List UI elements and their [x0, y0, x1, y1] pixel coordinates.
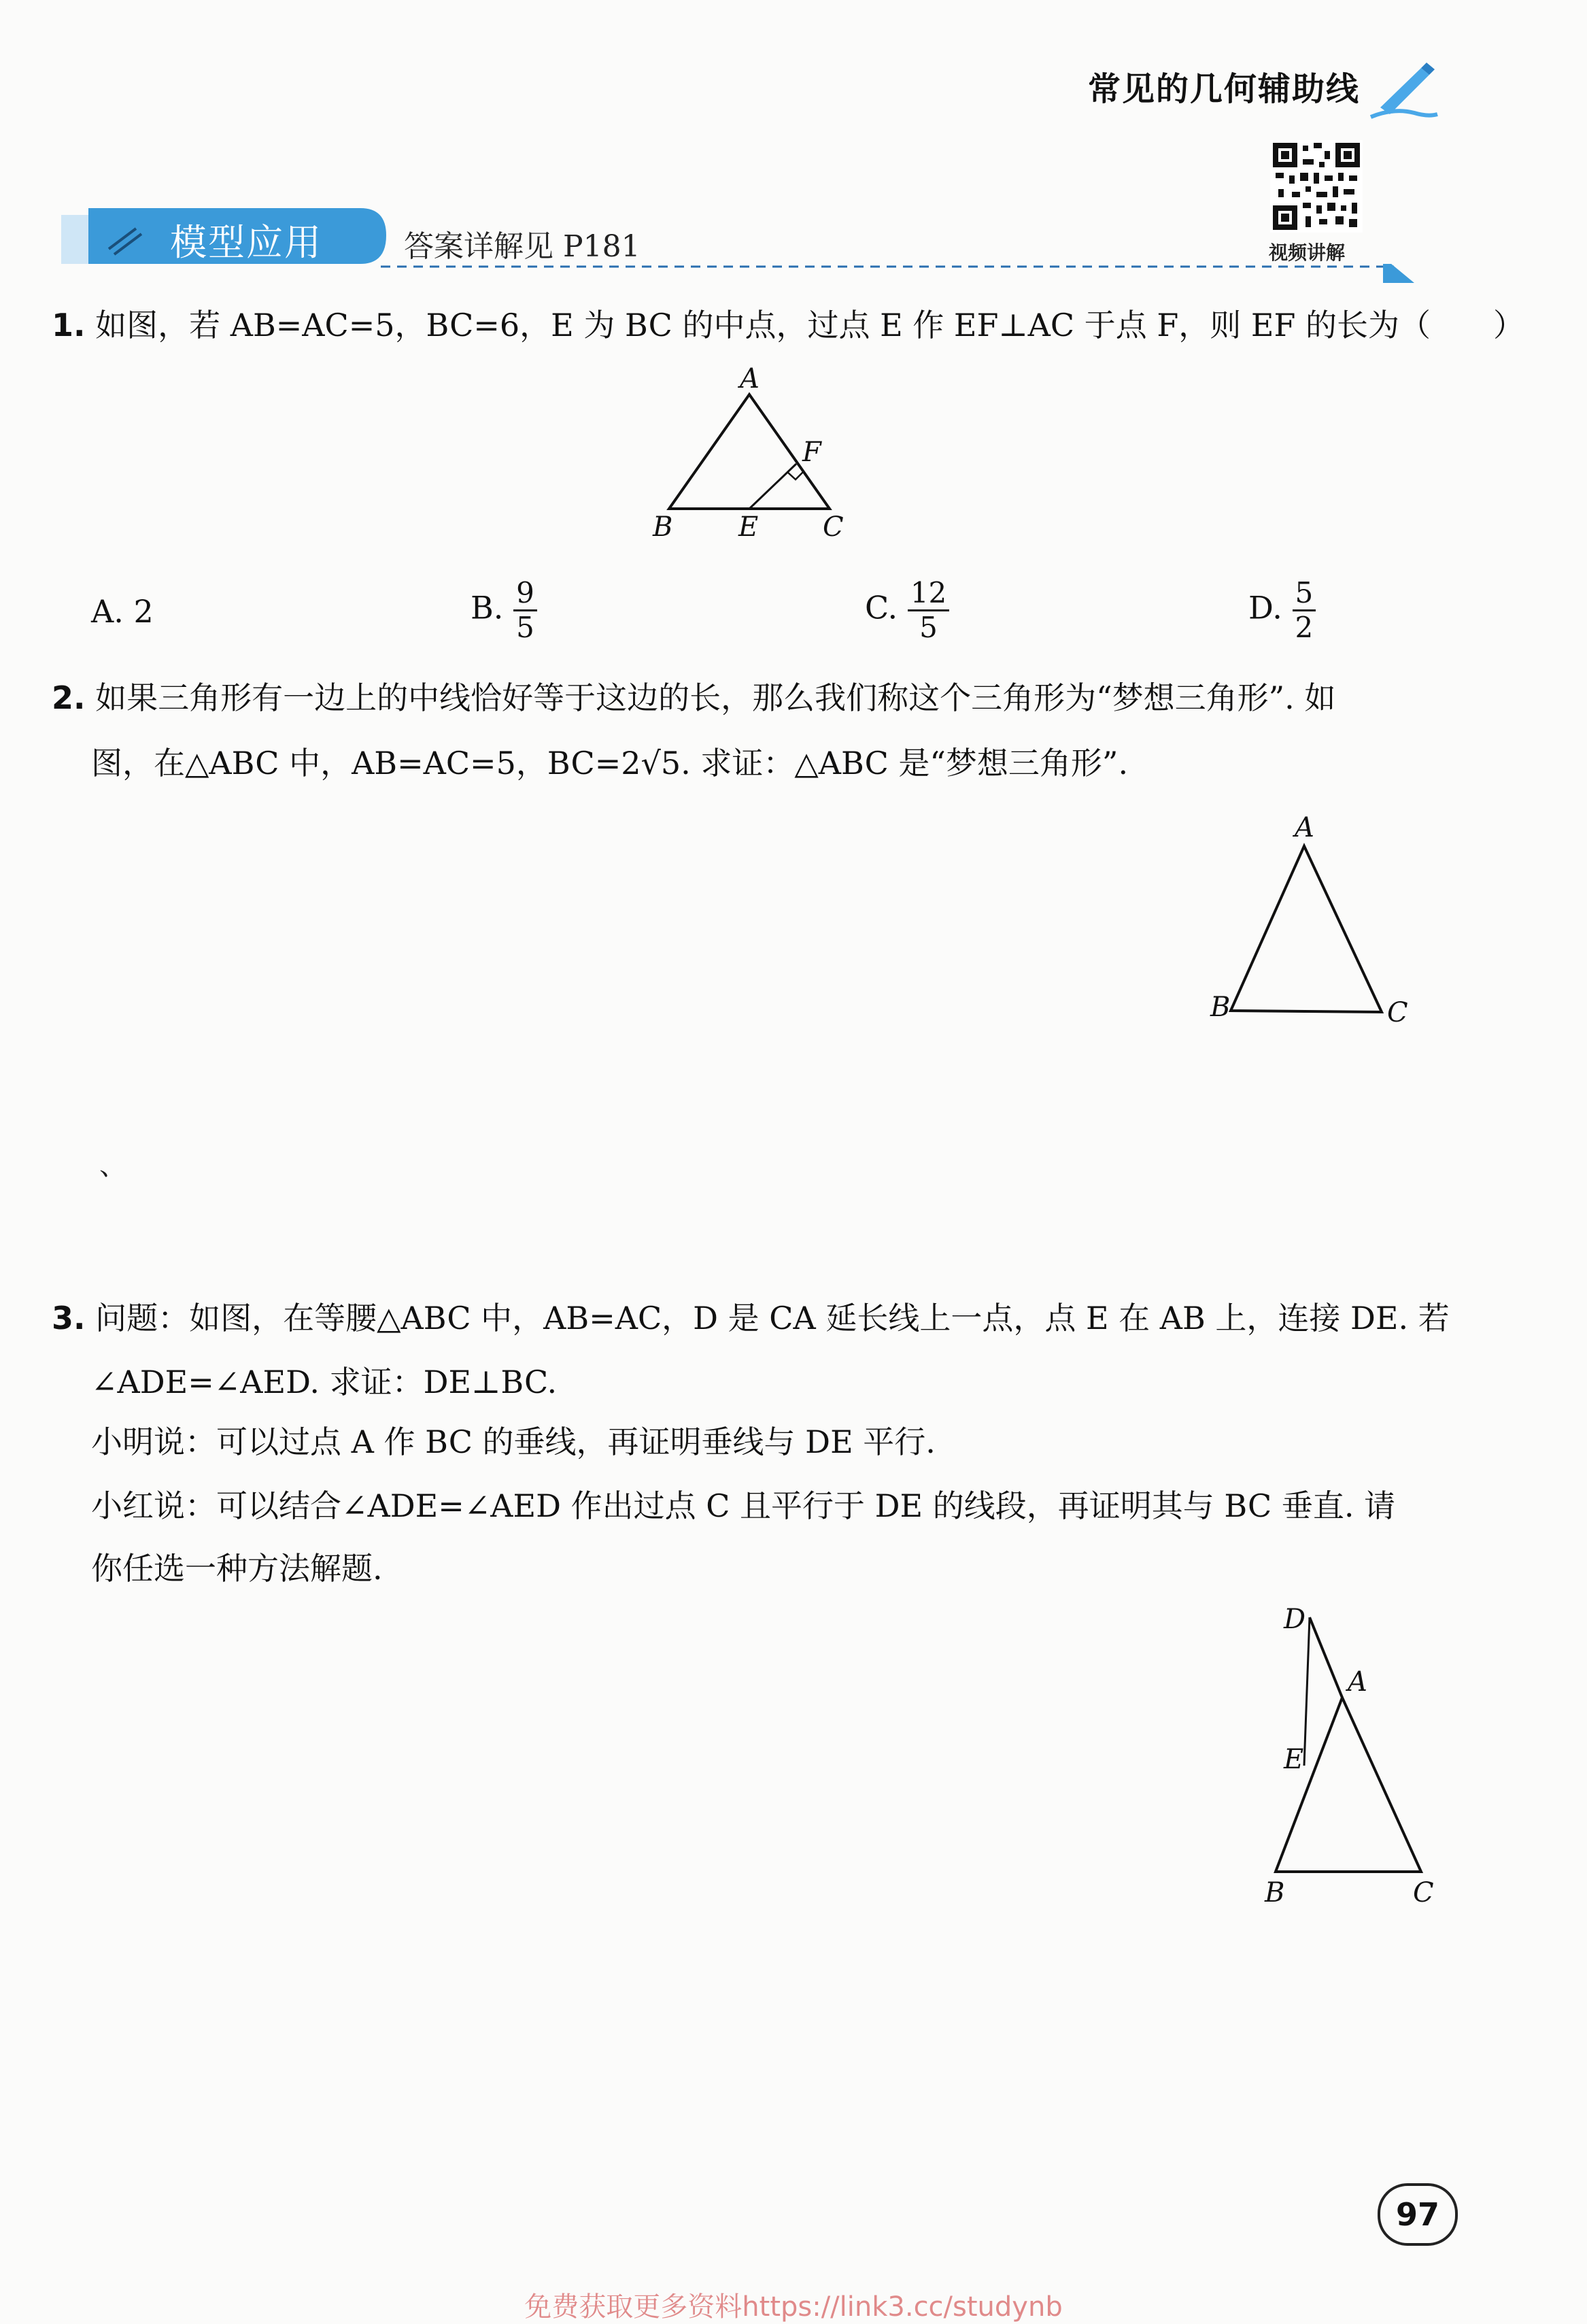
option-a-value: 2 — [133, 593, 154, 630]
option-c-numerator: 12 — [908, 577, 949, 611]
question-number: 3. — [52, 1300, 86, 1336]
option-b-numerator: 9 — [513, 577, 537, 611]
label-B: B — [1210, 992, 1231, 1023]
option-d-numerator: 5 — [1293, 577, 1316, 611]
option-b[interactable] — [471, 577, 537, 644]
q3-triangle-figure — [1258, 1598, 1455, 1911]
label-A: A — [740, 363, 760, 394]
answer-reference: 答案详解见 P181 — [404, 229, 641, 264]
label-C: C — [1387, 997, 1408, 1028]
label-D: D — [1284, 1604, 1306, 1635]
question-3-line-2: ∠ADE=∠AED. 求证：DE⊥BC. — [91, 1364, 558, 1400]
option-d-denominator: 2 — [1295, 611, 1314, 644]
watermark-text: 免费获取更多资料https://link3.cc/studynb — [524, 2291, 1063, 2323]
question-text-line-1: 如果三角形有一边上的中线恰好等于这边的长，那么我们称这个三角形为“梦想三角形”. 如 — [95, 679, 1336, 716]
q1-triangle-figure — [632, 360, 857, 551]
label-E: E — [1284, 1744, 1304, 1775]
question-1 — [52, 291, 1524, 359]
label-A: A — [1295, 812, 1314, 843]
label-B: B — [653, 511, 673, 543]
option-b-prefix: B. — [471, 589, 504, 626]
label-A: A — [1348, 1666, 1367, 1698]
question-3-line-4: 小红说：可以结合∠ADE=∠AED 作出过点 C 且平行于 DE 的线段，再证明其与 BC 垂直. 请 — [91, 1487, 1396, 1524]
question-3-line-5: 你任选一种方法解题. — [91, 1550, 383, 1587]
option-c-fraction — [908, 577, 949, 644]
option-a[interactable] — [91, 593, 154, 630]
option-d[interactable] — [1248, 577, 1316, 644]
question-2 — [52, 664, 1335, 732]
label-F: F — [802, 437, 821, 468]
option-c[interactable] — [865, 577, 949, 644]
option-c-denominator: 5 — [919, 611, 938, 644]
option-b-denominator: 5 — [516, 611, 534, 644]
question-number: 1. — [52, 307, 86, 343]
label-B: B — [1265, 1877, 1285, 1908]
page-number: 97 — [1378, 2183, 1458, 2246]
question-3 — [52, 1284, 1450, 1352]
question-text: 如图，若 AB=AC=5，BC=6，E 为 BC 的中点，过点 E 作 EF⊥AC 于点 F，则 EF 的长为（ ） — [95, 307, 1525, 343]
qr-code-icon[interactable] — [1270, 140, 1363, 233]
question-number: 2. — [52, 679, 86, 716]
section-divider — [381, 264, 1414, 284]
stray-mark: 、 — [99, 1150, 126, 1181]
pen-icon — [1367, 60, 1441, 121]
option-c-prefix: C. — [865, 589, 898, 626]
option-a-prefix: A. — [91, 593, 124, 630]
qr-caption: 视频讲解 — [1269, 241, 1346, 264]
q2-triangle-figure — [1197, 809, 1421, 1034]
label-E: E — [738, 511, 759, 543]
option-d-prefix: D. — [1248, 589, 1282, 626]
section-label: 模型应用 — [170, 221, 322, 264]
running-header-title: 常见的几何辅助线 — [1088, 70, 1361, 108]
option-d-fraction — [1293, 577, 1316, 644]
option-b-fraction — [513, 577, 537, 644]
label-C: C — [1413, 1877, 1434, 1908]
question-2-line-2: 图，在△ABC 中，AB=AC=5，BC=2√5. 求证：△ABC 是“梦想三角形”. — [91, 745, 1129, 781]
question-text-line-1: 问题：如图，在等腰△ABC 中，AB=AC，D 是 CA 延长线上一点，点 E 在 AB 上，连接 DE. 若 — [95, 1300, 1450, 1336]
label-C: C — [823, 511, 844, 543]
question-3-line-3: 小明说：可以过点 A 作 BC 的垂线，再证明垂线与 DE 平行. — [91, 1424, 936, 1460]
